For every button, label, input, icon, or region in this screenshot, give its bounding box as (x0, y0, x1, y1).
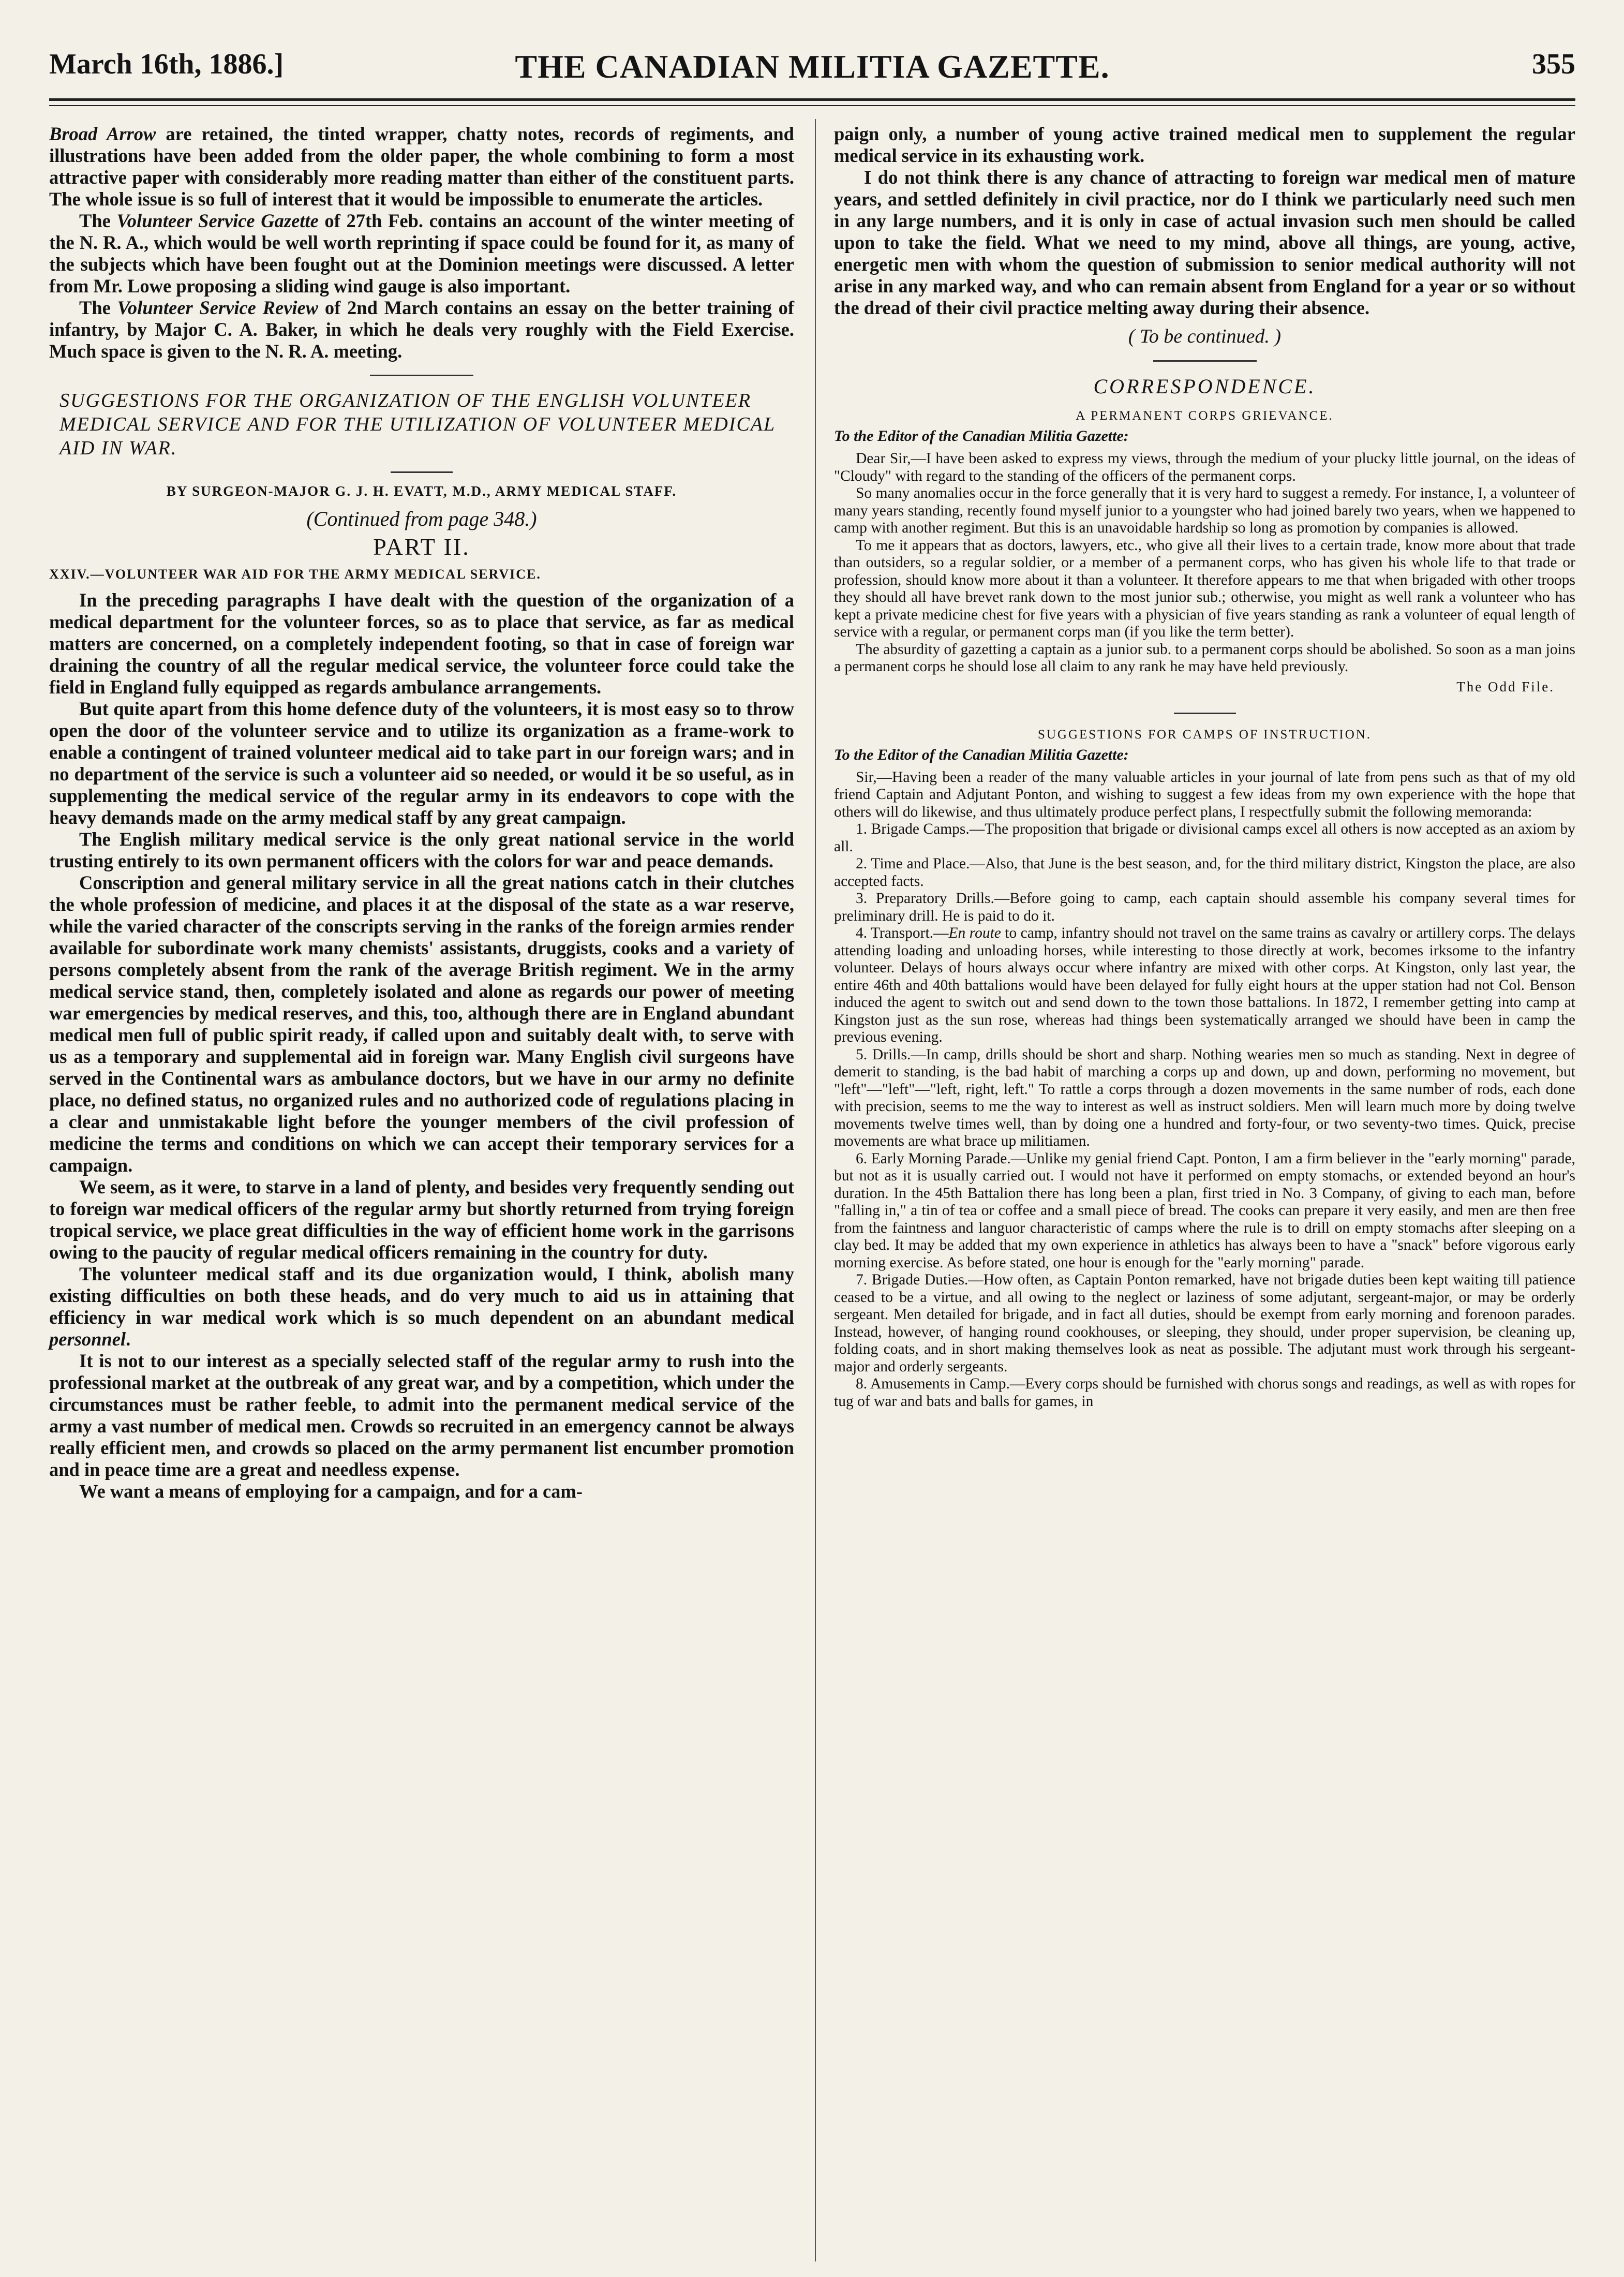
column-divider (815, 119, 816, 2261)
letter-paragraph: 6. Early Morning Parade.—Unlike my genial friend Capt. Ponton, I am a firm believer in the "early morning" parade, but not as it is usually carried out. I would not have it performed on empty stomachs, or extended beyond an hour's duration. In the 45th Battalion there has long been a plan, first tried in No. 3 Company, of giving to each man, before "falling in," a tin of tea or coffee and a small piece of bread. The cooks can prepare it very easily, and men are then free from the faintness and languor characteristic of camps where the rule is to drill on empty stomachs after sleeping on a clay bed. It may be added that my own experience in athletics has always been to have a "snack" before vigorous early morning exercise. As before stated, one hour is enough for the "early morning" parade. (834, 1150, 1575, 1271)
letter-paragraph: To me it appears that as doctors, lawyers, etc., who give all their lives to a certain trade, know more about that trade than outsiders, so a regular soldier, or a member of a permanent corps, who has given his whole life to that trade or profession, should know more about it than a volunteer. It therefore appears to me that when brigaded with other troops they should all have brevet rank down to the most junior sub.; otherwise, you might as well rank a volunteer who has kept a private medicine chest for five years with a physician of five years standing as rank a volunteer of equal length of service with a regular, or permanent corps man (if you like the term better). (834, 537, 1575, 640)
header-rule-thin (49, 105, 1575, 106)
intro-paragraph: The Volunteer Service Review of 2nd March contains an essay on the better training of infantry, by Major C. A. Baker, in which he deals very roughly with the Field Exercise. Much space is given to the N. R. A. meeting. (49, 297, 794, 362)
letter-paragraph: The absurdity of gazetting a captain as a junior sub. to a permanent corps should be abolished. So soon as a man joins a permanent corps he should lose all claim to any rank he may have held previously. (834, 641, 1575, 675)
article-paragraph: The volunteer medical staff and its due organization would, I think, abolish many existing difficulties on both these heads, and do very much to aid us in attaining that efficiency in war medical work which is so much dependent on an abundant medical personnel. (49, 1263, 794, 1350)
letter-title: SUGGESTIONS FOR CAMPS OF INSTRUCTION. (1037, 727, 1372, 742)
right-column (834, 123, 1575, 1410)
letter-addressee: To the Editor of the Canadian Militia Gazette: (834, 427, 1129, 445)
article-paragraph: The English military medical service is the only great national service in the world trusting entirely to its own permanent officers with the colors for war and peace demands. (49, 829, 794, 871)
intro-notes (49, 123, 794, 362)
letter-paragraph: 1. Brigade Camps.—The proposition that brigade or divisional camps excel all others is now accepted as an axiom by all. (834, 821, 1575, 855)
article-paragraph: In the preceding paragraphs I have dealt with the question of the organization of a medical department for the volunteer forces, so as to place that service, as far as medical matters are concerned, on a completely independent footing, so that in case of foreign war draining the country of all the regular medical service, the volunteer force could take the field in England fully equipped as regards ambulance arrangements. (49, 589, 794, 698)
continuation-paragraph: I do not think there is any chance of attracting to foreign war medical men of mature years, and settled definitely in civil practice, nor do I think we particularly need such men in any large numbers, and it is only in case of actual invasion such men should be called upon to take the field. What we need to my mind, above all things, are young, active, energetic men with whom the question of submission to senior medical authority will not arise in any marked way, and who can remain absent from England for a year or so without the dread of their civil practice melting away during their absence. (834, 167, 1575, 318)
letter-paragraph: Dear Sir,—I have been asked to express my views, through the medium of your plucky little journal, on the ideas of "Cloudy" with regard to the standing of the officers of the permanent corps. (834, 450, 1575, 484)
letter-title: A PERMANENT CORPS GRIEVANCE. (1076, 409, 1334, 423)
letter-addressee: To the Editor of the Canadian Militia Gazette: (834, 746, 1129, 763)
letter-separator (1174, 713, 1236, 714)
section-separator (370, 375, 473, 376)
page-header (49, 48, 1575, 89)
title-rule (391, 471, 453, 473)
letter-signature: The Odd File. (1456, 678, 1555, 694)
left-column (49, 123, 794, 1502)
letter-paragraph: Sir,—Having been a reader of the many valuable articles in your journal of late from pens such as that of my old friend Captain and Adjutant Ponton, and wishing to suggest a few ideas from my own experience with the hope that others will do likewise, and thus ultimately produce perfect plans, I respectfully submit the following memoranda: (834, 768, 1575, 820)
article-continuation (834, 123, 1575, 319)
letter-body (834, 769, 1575, 1411)
publication-title: THE CANADIAN MILITIA GAZETTE. (515, 48, 1110, 85)
part-heading: PART II. (373, 534, 470, 560)
intro-paragraph: Broad Arrow are retained, the tinted wrapper, chatty notes, records of regiments, and illustrations have been added from the older paper, the whole combining to form a most attractive paper with considerably more reading matter than either of the constituent parts. The whole issue is so full of interest that it would be impossible to enumerate the articles. (49, 123, 794, 210)
page-number: 355 (1532, 48, 1575, 80)
intro-paragraph: The Volunteer Service Gazette of 27th Feb. contains an account of the winter meeting of the N. R. A., which would be well worth reprinting if space could be found for it, as many of the subjects which have been fought out at the Dominion meetings were discussed. A letter from Mr. Lowe proposing a sliding wind gauge is also important. (49, 210, 794, 297)
continued-note: (Continued from page 348.) (306, 507, 537, 530)
letter-paragraph: 4. Transport.—En route to camp, infantry should not travel on the same trains as cavalry or artillery corps. The delays attending loading and unloading horses, while interesting to those directly at work, becomes irksome to the infantry volunteer. Delays of hours always occur where infantry are mixed with other corps. At Kingston, only last year, the entire 46th and 40th battalions would have been delayed for fully eight hours at the upper station had not Col. Benson induced the agent to switch out and send down to the town those battalions. In 1872, I remember getting into camp at Kingston just as the sun rose, whereas had things been systematically arranged we should have been in camp the previous evening. (834, 925, 1575, 1045)
article-paragraph: We want a means of employing for a campaign, and for a cam- (79, 1481, 583, 1502)
continuation-paragraph: paign only, a number of young active trained medical men to supplement the regular medical service in its exhausting work. (834, 123, 1575, 166)
article-paragraph: We seem, as it were, to starve in a land of plenty, and besides very frequently sending out to foreign war medical officers of the regular army but shortly returned from trying foreign tropical service, we place great difficulties in the way of efficient home work in the garrisons owing to the paucity of regular medical officers remaining in the country for duty. (49, 1176, 794, 1263)
correspondence-heading: CORRESPONDENCE. (1093, 375, 1316, 398)
article-paragraph: It is not to our interest as a specially selected staff of the regular army to rush into the professional market at the outbreak of any great war, and by a competition, which under the circumstances must be rather feeble, to admit into the permanent medical service of the army a vast number of medical men. Crowds so recruited in an emergency cannot be always really efficient men, and crowds so placed on the army permanent list encumber promotion and in peace time are a great and needless expense. (49, 1350, 794, 1480)
article-paragraph: Conscription and general military service in all the great nations catch in their clutches the whole profession of medicine, and places it at the disposal of the state as a war reserve, while the varied character of the conscripts serving in the ranks of the foreign armies render available for subordinate work many chemists' assistants, druggists, cooks and a variety of persons completely absent from the rank of the average British regiment. We in the army medical service stand, then, completely isolated and alone as regards our power of meeting war emergencies by medical reserves, and this, too, although there are in England abundant medical men full of public spirit ready, if called upon and suitably dealt with, to serve with us as a temporary and supplemental aid in foreign war. Many English civil surgeons have served in the Continental wars as ambulance doctors, but we have in our army no definite place, no defined status, no organized rules and no authorized code of regulations placing in a clear and unmistakable light before the younger members of the civil profession of medicine the terms and conditions on which we can accept their temporary services for a campaign. (49, 872, 794, 1176)
letter-paragraph: 3. Preparatory Drills.—Before going to camp, each captain should assemble his company several times for preliminary drill. He is paid to do it. (834, 890, 1575, 924)
section-separator (1153, 360, 1257, 362)
section-heading: XXIV.—VOLUNTEER WAR AID FOR THE ARMY MEDICAL SERVICE. (49, 567, 541, 582)
article-title: SUGGESTIONS FOR THE ORGANIZATION OF THE ENGLISH VOLUNTEER MEDICAL SERVICE AND FOR THE UTILIZATION OF VOLUNTEER MEDICAL AID IN WAR. (59, 390, 776, 459)
letter-camps-of-instruction (834, 728, 1575, 1411)
to-be-continued: ( To be continued. ) (1128, 326, 1282, 347)
article-body (49, 589, 794, 1502)
letter-paragraph: 5. Drills.—In camp, drills should be short and sharp. Nothing wearies men so much as standing. Next in degree of demerit to standing, is the bad habit of marching a corps up and down, up and down, performing no movement, but "left"—"left"—"left, right, left." To rattle a corps through a dozen movements in the same number of rods, each done with precision, seems to me the way to interest as well as instruct soldiers. Men will learn much more by doing twelve movements twelve times well, than by doing one a hundred and forty-four, or two seventy-two times. Quick, precise movements are what brace up militiamen. (834, 1046, 1575, 1149)
article-paragraph: But quite apart from this home defence duty of the volunteers, it is most easy so to throw open the door of the volunteer service and to utilize its organization as a frame-work to enable a contingent of trained volunteer medical aid to take part in our foreign wars; and in no department of the service is such a volunteer aid so needed, or would it be so useful, as in supplementing the medical service of the regular army in its endeavors to cope with the heavy demands made on the army medical staff by any great campaign. (49, 698, 794, 828)
letter-paragraph: 8. Amusements in Camp.—Every corps should be furnished with chorus songs and readings, as well as with ropes for tug of war and bats and balls for games, in (834, 1376, 1575, 1410)
letter-body (834, 450, 1575, 676)
issue-date: March 16th, 1886.] (49, 48, 284, 80)
letter-paragraph: 2. Time and Place.—Also, that June is the best season, and, for the third military district, Kingston the place, are also accepted facts. (834, 855, 1575, 890)
article-byline: BY SURGEON-MAJOR G. J. H. EVATT, M.D., ARMY MEDICAL STAFF. (166, 483, 677, 499)
letter-paragraph: 7. Brigade Duties.—How often, as Captain Ponton remarked, have not brigade duties been kept waiting till patience ceased to be a virtue, and all owing to the neglect or laziness of some adjutant, sergeant-major, or may be orderly sergeant. Men detailed for brigade, and in fact all duties, should be exempt from early morning and forenoon parades. Instead, however, of hanging round cookhouses, or sleeping, they should, under proper supervision, be cleaning up, folding coats, and in short making themselves look as neat as possible. The adjutant must work through his sergeant-major and orderly sergeants. (834, 1271, 1575, 1375)
letter-paragraph: So many anomalies occur in the force generally that it is very hard to suggest a remedy. For instance, I, a volunteer of many years standing, recently found myself junior to a youngster who had joined barely two years, when we happened to camp with another regiment. But this is an unavoidable hardship so long as promotion by companies is allowed. (834, 485, 1575, 536)
header-rule-thick (49, 98, 1575, 101)
letter-permanent-corps (834, 409, 1575, 695)
